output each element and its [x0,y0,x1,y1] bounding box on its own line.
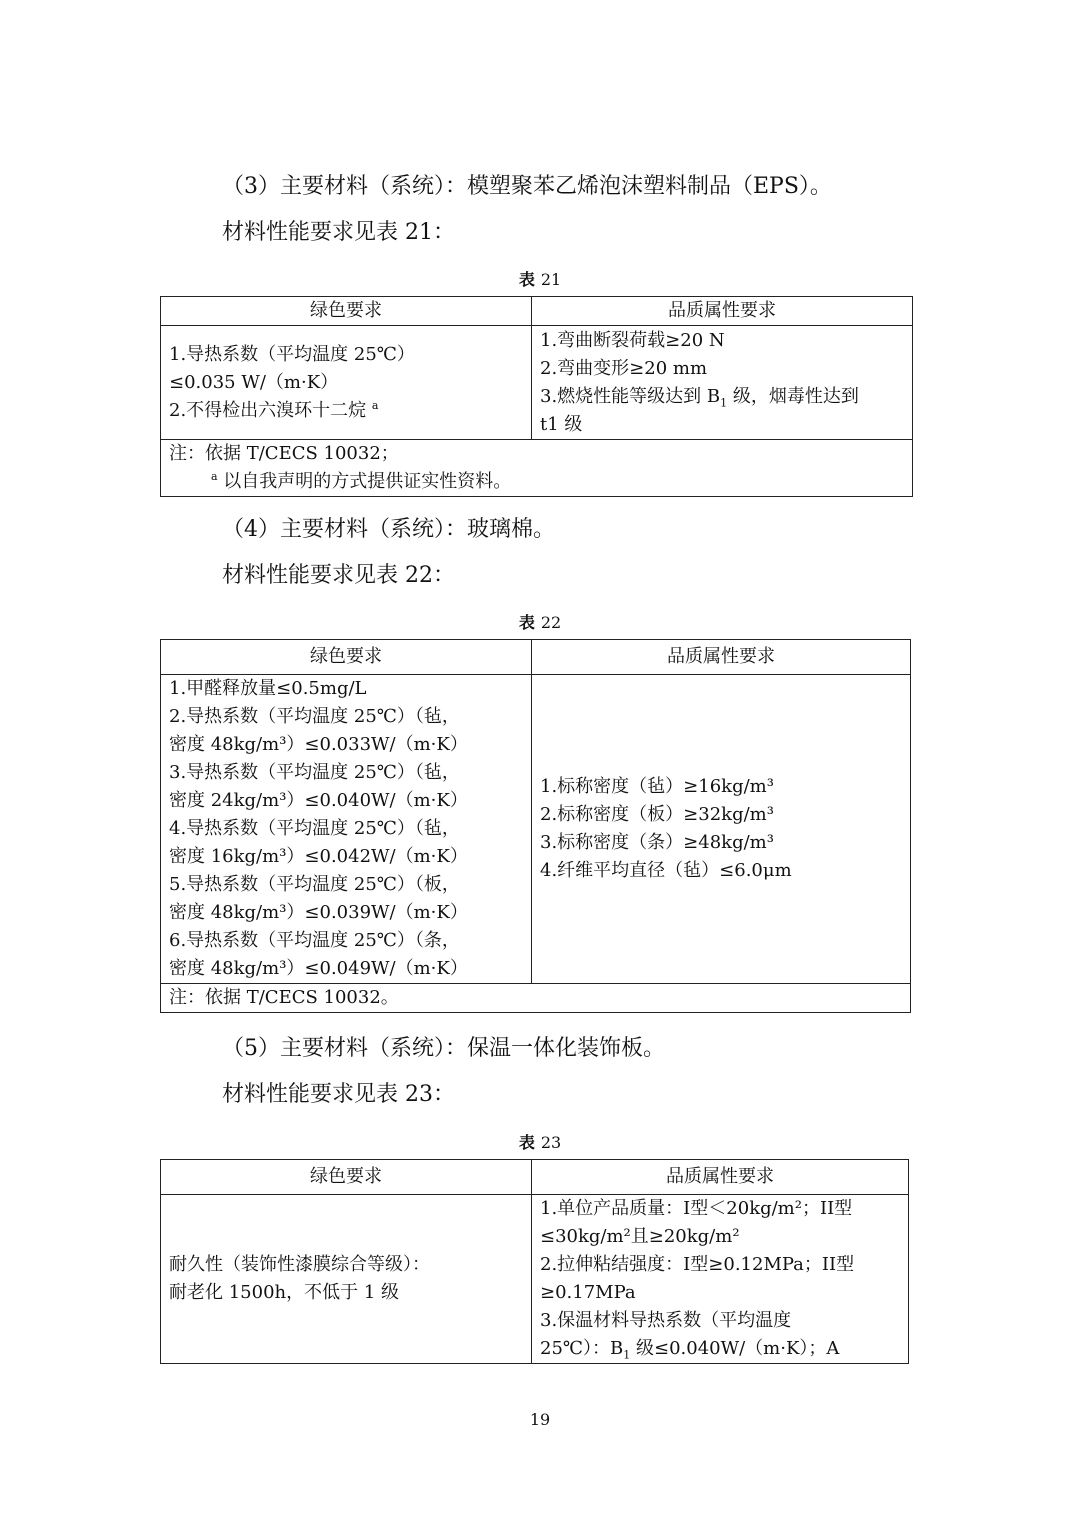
footnote-mark: a [211,470,218,483]
green-line: 密度 48kg/m³）≤0.049W/（m·K） [169,958,468,979]
green-line: ≤0.035 W/（m·K） [169,371,339,393]
table-22-header-quality: 品质属性要求 [532,640,911,675]
section-4-intro: 材料性能要求见表 22： [222,563,455,588]
quality-line: ≥0.17MPa [540,1282,636,1303]
section-3-intro: 材料性能要求见表 21： [222,220,455,245]
table-23-green-cell [161,1195,532,1364]
quality-line: 3.燃烧性能等级达到 $B_1$ 级，烟毒性达到 [540,385,859,410]
green-line: 5.导热系数（平均温度 25℃）（板， [169,874,460,895]
table-22 [160,639,911,1013]
green-line: 密度 48kg/m³）≤0.039W/（m·K） [169,902,468,923]
table-22-caption [0,613,1080,633]
quality-line: 1.标称密度（毡）≥16kg/m³ [540,776,774,797]
table-21-quality-cell [532,326,913,440]
note-line: 注：依据 T/CECS 10032。 [169,987,399,1008]
green-line: 2.不得检出六溴环十二烷 $^a$ [169,398,379,421]
caption-prefix: 表 [518,1133,535,1152]
section-5-intro: 材料性能要求见表 23： [222,1082,455,1107]
green-line: 4.导热系数（平均温度 25℃）（毡， [169,818,460,839]
table-23-header-quality: 品质属性要求 [532,1160,909,1195]
green-line: 耐老化 1500h，不低于 1 级 [169,1282,400,1303]
table-22-header-green: 绿色要求 [161,640,532,675]
quality-line: 4.纤维平均直径（毡）≤6.0μm [540,860,792,881]
table-21 [160,296,913,497]
table-21-header-green: 绿色要求 [161,297,532,326]
table-23-header-green: 绿色要求 [161,1160,532,1195]
table-21-header-quality: 品质属性要求 [532,297,913,326]
caption-number: 23 [540,1133,562,1152]
quality-line: t1 级 [540,413,583,435]
table-21-note [161,440,913,497]
green-line: 6.导热系数（平均温度 25℃）（条， [169,930,460,951]
quality-line: 25℃）：$B_1$ 级≤0.040W/（m·K）；A [540,1338,840,1362]
section-5-heading: （5）主要材料（系统）：保温一体化装饰板。 [222,1036,665,1061]
table-23-quality-cell [532,1195,909,1364]
green-line: 密度 48kg/m³）≤0.033W/（m·K） [169,734,468,755]
quality-line: 1.单位产品质量：I型＜20kg/m²；II型 [540,1198,853,1219]
green-line: 3.导热系数（平均温度 25℃）（毡， [169,762,460,783]
quality-line: 3.保温材料导热系数（平均温度 [540,1310,792,1331]
green-line: 耐久性（装饰性漆膜综合等级）： [169,1254,430,1275]
table-21-caption [0,270,1080,290]
green-line: 密度 16kg/m³）≤0.042W/（m·K） [169,846,468,867]
quality-line: 1.弯曲断裂荷载≥20 N [540,329,725,351]
page-number: 19 [529,1410,551,1429]
green-line: 1.导热系数（平均温度 25℃） [169,343,415,365]
section-4-heading: （4）主要材料（系统）：玻璃棉。 [222,517,555,542]
note-line: 注：依据 T/CECS 10032； [169,443,399,464]
quality-line: 2.标称密度（板）≥32kg/m³ [540,804,774,825]
quality-line: ≤30kg/m²且≥20kg/m² [540,1226,740,1247]
green-line: 密度 24kg/m³）≤0.040W/（m·K） [169,790,468,811]
caption-number: 22 [540,613,562,632]
quality-line: 3.标称密度（条）≥48kg/m³ [540,832,774,853]
caption-number: 21 [540,270,562,289]
quality-line: 2.拉伸粘结强度：I型≥0.12MPa；II型 [540,1254,855,1275]
caption-prefix: 表 [518,270,535,289]
green-line: 2.导热系数（平均温度 25℃）（毡， [169,706,460,727]
footnote-mark: a [371,398,379,412]
green-line: 1.甲醛释放量≤0.5mg/L [169,678,367,699]
section-3-heading: （3）主要材料（系统）：模塑聚苯乙烯泡沫塑料制品（EPS）。 [222,174,832,199]
caption-prefix: 表 [518,613,535,632]
table-22-note [161,984,911,1013]
table-23 [160,1159,909,1364]
table-22-green-cell [161,675,532,984]
table-23-caption [0,1133,1080,1153]
table-22-quality-cell [532,675,911,984]
quality-line: 2.弯曲变形≥20 mm [540,357,708,379]
table-21-green-cell [161,326,532,440]
note-line: $^a$ 以自我声明的方式提供证实性资料。 [211,470,512,492]
